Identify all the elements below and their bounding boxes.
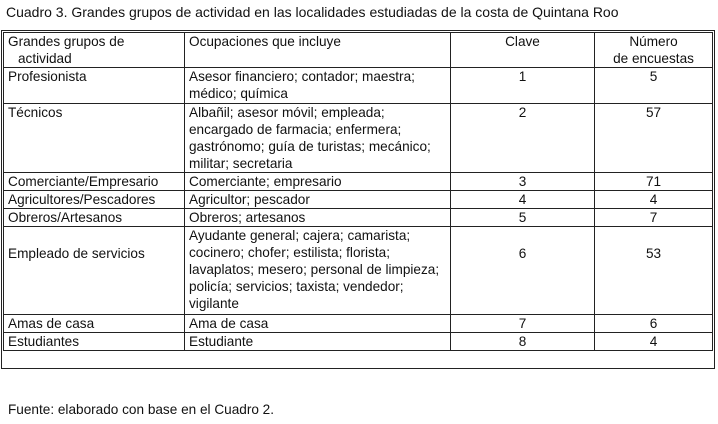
group-cell: Estudiantes	[4, 333, 185, 351]
header-occupations: Ocupaciones que incluye	[185, 33, 451, 68]
table-row	[4, 68, 713, 104]
group-cell: Comerciante/Empresario	[4, 173, 185, 191]
clave-cell: 4	[451, 191, 595, 209]
group-cell: Técnicos	[4, 104, 185, 173]
count-cell: 6	[595, 315, 713, 333]
table-row	[4, 191, 713, 209]
occupations-cell: Asesor financiero; contador; maestra; médico; química	[185, 68, 451, 104]
group-cell: Profesionista	[4, 68, 185, 104]
header-row	[4, 33, 713, 68]
occupations-cell: Obreros; artesanos	[185, 209, 451, 227]
table-row	[4, 333, 713, 351]
occupations-cell: Estudiante	[185, 333, 451, 351]
clave-cell: 1	[451, 68, 595, 104]
table-row	[4, 227, 713, 315]
group-cell: Obreros/Artesanos	[4, 209, 185, 227]
table-row	[4, 104, 713, 173]
header-group: Grandes grupos de actividad	[4, 33, 185, 68]
clave-cell: 3	[451, 173, 595, 191]
table-row	[4, 315, 713, 333]
occupations-cell: Albañil; asesor móvil; empleada; encargado de farmacia; enfermera; gastrónomo; guía de turistas; mecánico; militar; secretaria	[185, 104, 451, 173]
clave-cell: 2	[451, 104, 595, 173]
header-clave: Clave	[451, 33, 595, 68]
count-cell: 4	[595, 333, 713, 351]
source-note: Fuente: elaborado con base en el Cuadro 2.	[8, 402, 275, 417]
clave-cell: 8	[451, 333, 595, 351]
table-caption: Cuadro 3. Grandes grupos de actividad en las localidades estudiadas de la costa de Quintana Roo	[6, 4, 619, 20]
occupations-cell: Agricultor; pescador	[185, 191, 451, 209]
occupations-cell: Comerciante; empresario	[185, 173, 451, 191]
table-row	[4, 173, 713, 191]
table-row	[4, 209, 713, 227]
clave-cell: 7	[451, 315, 595, 333]
count-cell: 7	[595, 209, 713, 227]
header-count: Número de encuestas	[595, 33, 713, 68]
occupations-cell: Ama de casa	[185, 315, 451, 333]
clave-cell: 6	[451, 227, 595, 315]
count-cell: 57	[595, 104, 713, 173]
clave-cell: 5	[451, 209, 595, 227]
group-cell: Agricultores/Pescadores	[4, 191, 185, 209]
count-cell: 4	[595, 191, 713, 209]
group-cell: Amas de casa	[4, 315, 185, 333]
activity-groups-table	[3, 32, 713, 351]
count-cell: 71	[595, 173, 713, 191]
count-cell: 53	[595, 227, 713, 315]
occupations-cell: Ayudante general; cajera; camarista; cocinero; chofer; estilista; florista; lavaplatos; mesero; personal de limpieza; policía; servicios; taxista; vendedor; vigilante	[185, 227, 451, 315]
count-cell: 5	[595, 68, 713, 104]
group-cell: Empleado de servicios	[4, 227, 185, 315]
